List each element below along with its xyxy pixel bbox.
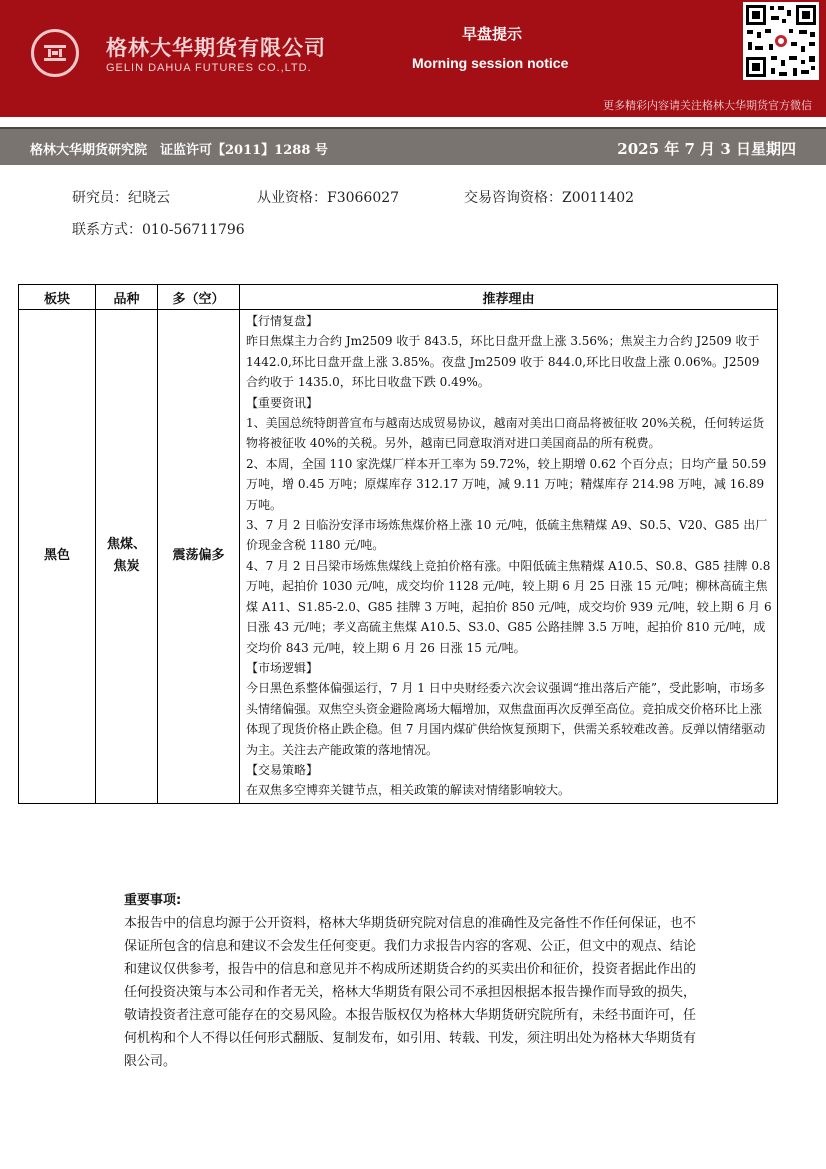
header-direction: 多（空） xyxy=(158,285,240,310)
institute-bar xyxy=(0,127,826,165)
contact-info: 联系方式：010-56711796 xyxy=(72,222,245,238)
section-heading-logic: 【市场逻辑】 xyxy=(246,660,319,675)
reason-cell xyxy=(240,310,778,804)
paragraph-news-2: 2、本周，全国 110 家洗煤厂样本开工率为 59.72%，较上期增 0.62 个百分点；日均产量 50.59 万吨，增 0.45 万吨；原煤库存 312.17 万吨，减 9.11 万吨；精煤库存 214.98 万吨，减 16.89 万吨。 xyxy=(246,456,767,512)
section-heading-review: 【行情复盘】 xyxy=(246,314,319,328)
paragraph-news-3: 3、7 月 2 日临汾安泽市场炼焦煤价格上涨 10 元/吨，低硫主焦精煤 A9、S0.5、V20、G85 出厂价现金含税 1180 元/吨。 xyxy=(246,518,768,553)
paragraph-news-1: 1、美国总统特朗普宣布与越南达成贸易协议，越南对美出口商品将被征收 20%关税，任何转运货物将被征收 40%的关税。另外，越南已同意取消对进口美国商品的所有税费。 xyxy=(246,416,765,451)
consulting-qualification: 交易咨询资格：Z0011402 xyxy=(464,190,635,206)
sector-cell: 黑色 xyxy=(19,310,96,804)
section-heading-news: 【重要资讯】 xyxy=(246,395,319,410)
report-title-en: Morning session notice xyxy=(412,55,569,71)
paragraph-news-4: 4、7 月 2 日吕梁市场炼焦煤线上竞拍价格有涨。中阳低硫主焦精煤 A10.5、S0.8、G85 挂牌 0.8 万吨，起拍价 1030 元/吨，成交均价 1128 元/吨，较上期 6 月 25 日涨 15 元/吨；柳林高硫主焦煤 A11、S1.85-2.0、G85 挂牌 3 万吨，起拍价 850 元/吨，成交均价 939 元/吨，较上期 6 月 6 日涨 43 元/吨；孝义高硫主焦煤 A10.5、S3.0、G85 公路挂牌 3.5 万吨，起拍价 810 元/吨，成交均价 843 元/吨，较上期 6 月 26 日涨 15 元/吨。 xyxy=(246,558,772,655)
researcher-name: 研究员：纪晓云 xyxy=(72,190,170,206)
wechat-qr-code-icon xyxy=(743,2,819,80)
section-heading-strategy: 【交易策略】 xyxy=(246,762,319,777)
report-date: 2025 年 7 月 3 日星期四 xyxy=(617,140,796,158)
company-name-en: GELIN DAHUA FUTURES CO.,LTD. xyxy=(106,62,312,74)
variety-line-1: 焦煤、 xyxy=(106,537,146,553)
table-row xyxy=(19,310,778,804)
header-variety: 品种 xyxy=(96,285,158,310)
disclaimer-title: 重要事项: xyxy=(124,893,182,908)
header-sector: 板块 xyxy=(19,285,96,310)
disclaimer-body: 本报告中的信息均源于公开资料，格林大华期货研究院对信息的准确性及完备性不作任何保证，也不保证所包含的信息和建议不会发生任何变更。我们力求报告内容的客观、公正，但文中的观点、结论和建议仅供参考，报告中的信息和意见并不构成所述期货合约的买卖出价和征价，投资者据此作出的任何投资决策与本公司和作者无关，格林大华期货有限公司不承担因根据本报告操作而导致的损失，敬请投资者注意可能存在的交易风险。本报告版权仅为格林大华期货研究院所有，未经书面许可，任何机构和个人不得以任何形式翻版、复制发布，如引用、转载、刊发，须注明出处为格林大华期货有限公司。 xyxy=(124,916,697,1069)
variety-cell xyxy=(96,310,158,804)
paragraph-review: 昨日焦煤主力合约 Jm2509 收于 843.5，环比日盘开盘上涨 3.56%；焦炭主力合约 J2509 收于 1442.0,环比日盘开盘上涨 3.85%。夜盘 Jm2509 收于 844.0,环比日收盘上涨 0.06%。J2509 合约收于 1435.0，环比日收盘下跌 0.49%。 xyxy=(246,334,760,390)
recommendation-table xyxy=(18,284,778,804)
company-name-cn: 格林大华期货有限公司 xyxy=(106,36,326,60)
paragraph-strategy: 在双焦多空博弈关键节点，相关政策的解读对情绪影响较大。 xyxy=(246,783,571,798)
paragraph-logic: 今日黑色系整体偏强运行，7 月 1 日中央财经委六次会议强调“推出落后产能”，受此影响，市场多头情绪偏强。双焦空头资金避险离场大幅增加，双焦盘面再次反弹至高位。竞拍成交价格环比上涨体现了现货价格止跌企稳。但 7 月国内煤矿供给恢复预期下，供需关系较难改善。反弹以情绪驱动为主。关注去产能政策的落地情况。 xyxy=(246,681,766,757)
institute-license: 格林大华期货研究院 证监许可【2011】1288 号 xyxy=(30,143,328,158)
direction-cell: 震荡偏多 xyxy=(158,310,240,804)
variety-line-2: 焦炭 xyxy=(113,559,140,575)
researcher-qualification: 从业资格：F3066027 xyxy=(257,190,400,206)
report-title-cn: 早盘提示 xyxy=(462,25,523,43)
company-logo-icon xyxy=(31,29,79,77)
header-banner xyxy=(0,0,826,117)
table-header-row xyxy=(19,285,778,310)
disclaimer-section xyxy=(124,889,706,1073)
follow-wechat-text: 更多精彩内容请关注格林大华期货官方微信 xyxy=(603,99,812,112)
header-reason: 推荐理由 xyxy=(240,285,778,310)
